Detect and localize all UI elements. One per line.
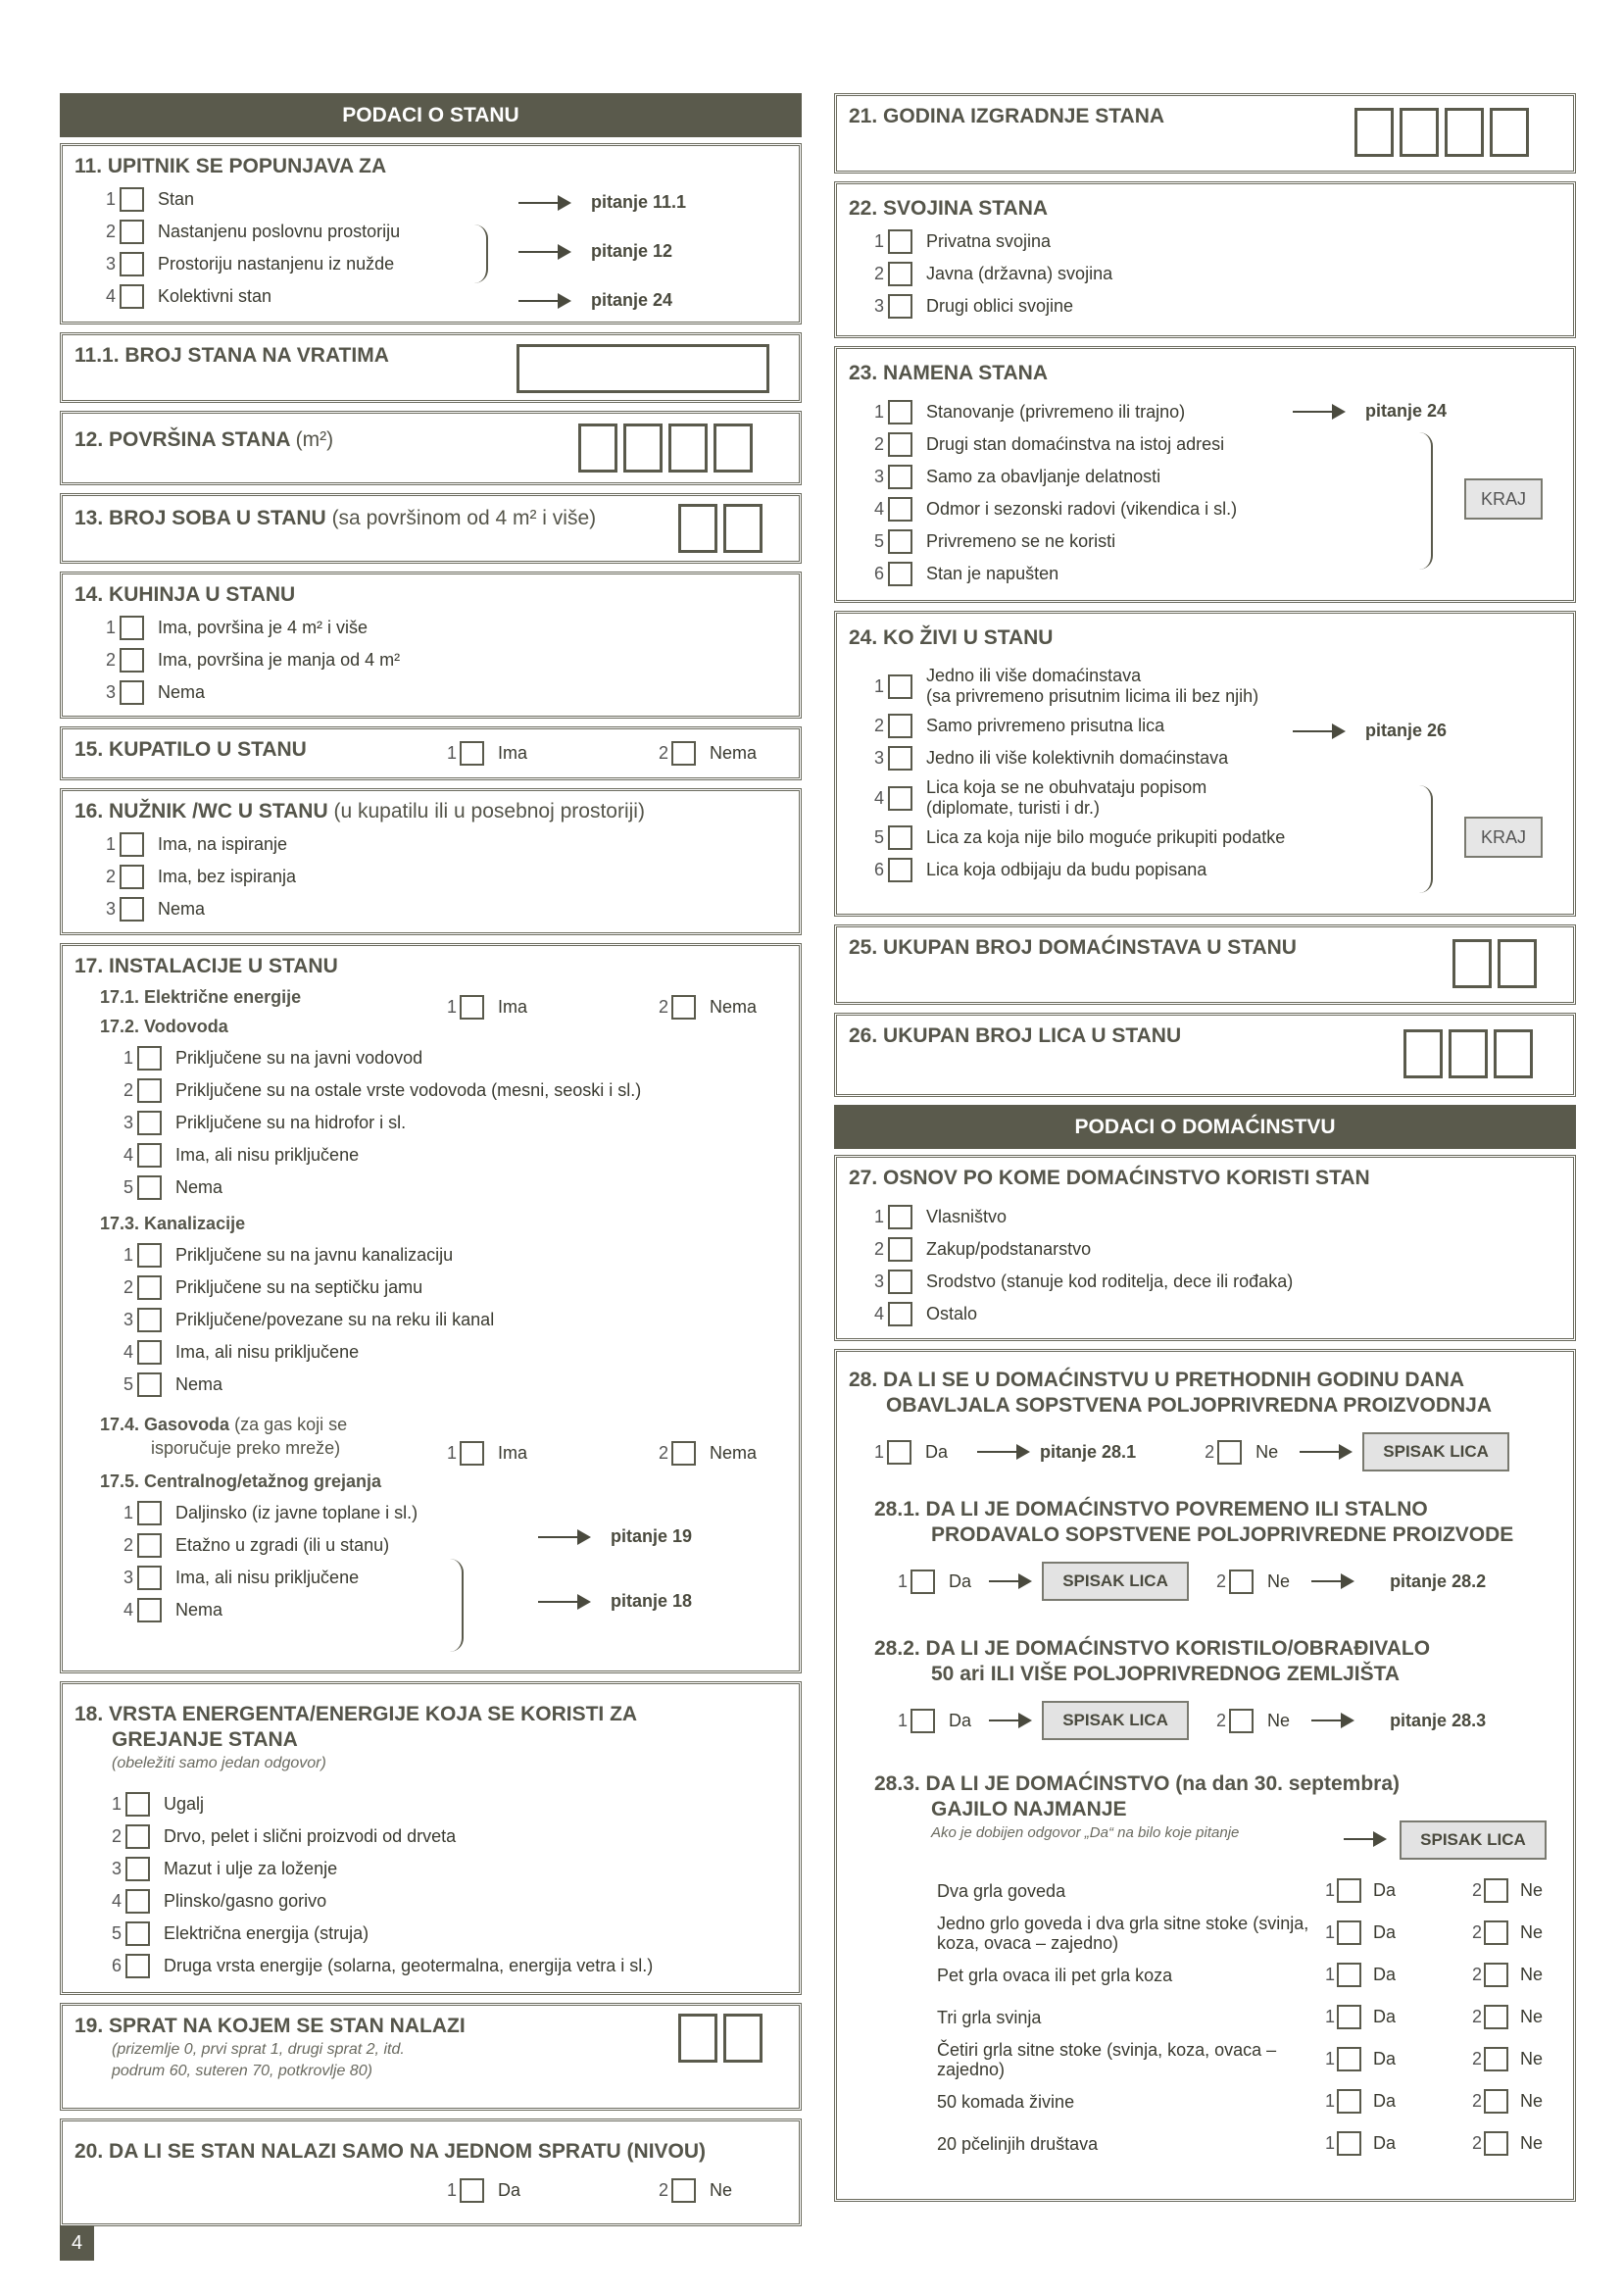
q16-option-3[interactable]: 3 Nema — [94, 893, 787, 925]
checkbox[interactable] — [888, 529, 912, 554]
checkbox[interactable] — [888, 786, 912, 811]
arrow-right-icon — [1293, 411, 1342, 413]
checkbox[interactable] — [460, 1441, 484, 1466]
checkbox[interactable] — [137, 1566, 162, 1590]
checkbox[interactable] — [460, 2178, 484, 2203]
q13-title: 13. BROJ SOBA U STANU — [74, 507, 326, 529]
person-list-button[interactable]: SPISAK LICA — [1042, 1562, 1189, 1601]
digit-box[interactable] — [1498, 939, 1537, 988]
question-26 — [834, 1013, 1576, 1097]
q17-4-title: 17.4. Gasovoda — [100, 1415, 230, 1434]
q18-option-1[interactable]: 1 Ugalj — [100, 1788, 787, 1820]
q28-1-answers: 1 Da SPISAK LICA 2 Ne pitanje 28.2 — [849, 1562, 1561, 1601]
checkbox[interactable] — [888, 1270, 912, 1294]
q21-title: 21. GODINA IZGRADNJE STANA — [849, 105, 1165, 127]
arrow-right-icon — [538, 1536, 587, 1538]
checkbox[interactable] — [120, 832, 144, 857]
q17-4-option-yes[interactable]: 1 Ima — [447, 1441, 527, 1466]
question-15 — [60, 726, 802, 780]
q16-option-1[interactable]: 1 Ima, na ispiranje — [94, 828, 787, 861]
checkbox-no[interactable] — [1484, 1878, 1508, 1903]
checkbox[interactable] — [120, 220, 144, 244]
arrow-right-icon — [518, 251, 567, 253]
digit-box[interactable] — [578, 424, 617, 473]
q14-option-2[interactable]: 2 Ima, površina je manja od 4 m² — [94, 644, 787, 676]
checkbox[interactable] — [137, 1340, 162, 1365]
q17-5-option-3[interactable]: 3 Ima, ali nisu priključene — [112, 1562, 787, 1594]
checkbox-no[interactable] — [1217, 1440, 1242, 1465]
checkbox-yes[interactable] — [887, 1440, 911, 1465]
checkbox[interactable] — [137, 1275, 162, 1300]
checkbox[interactable] — [137, 1501, 162, 1525]
question-23: 23. NAMENA STANA 1 Stanovanje (privremeno ili trajno) 2 Drugi stan domaćinstva na istoj adresi 3 Samo za obavljanje delatnosti 4 Odmor i sezonski radovi (vikendica i sl.) 5 Privremeno se ne koristi 6 Stan je napušten pitanje 24 KRAJ — [834, 346, 1576, 603]
q22-option-2[interactable]: 2 Javna (državna) svojina — [862, 258, 1561, 290]
checkbox[interactable] — [888, 497, 912, 522]
brace-icon — [1419, 432, 1433, 570]
q22-option-1[interactable]: 1 Privatna svojina — [862, 225, 1561, 258]
checkbox[interactable] — [888, 825, 912, 850]
q15-title: 15. KUPATILO U STANU — [74, 738, 307, 761]
q18-option-3[interactable]: 3 Mazut i ulje za loženje — [100, 1853, 787, 1885]
livestock-row: Tri grla svinja 1 Da 2 Ne — [849, 1996, 1561, 2038]
checkbox[interactable] — [125, 1921, 150, 1946]
q20-title: 20. DA LI SE STAN NALAZI SAMO NA JEDNOM SPRATU (NIVOU) — [74, 2140, 707, 2163]
area-digits-input[interactable] — [578, 424, 753, 473]
section-header-stan: PODACI O STANU — [60, 93, 802, 137]
checkbox-no[interactable] — [1484, 2131, 1508, 2156]
checkbox[interactable] — [888, 400, 912, 424]
checkbox[interactable] — [671, 741, 696, 766]
arrow-right-icon — [538, 1601, 587, 1603]
q15-option-no[interactable]: 2 Nema — [659, 741, 757, 766]
q17-2-option-3[interactable]: 3 Priključene su na hidrofor i sl. — [112, 1107, 787, 1139]
q23-option-1[interactable]: 1 Stanovanje (privremeno ili trajno) — [862, 396, 1561, 428]
q24-option-3[interactable]: 3 Jedno ili više kolektivnih domaćinstava — [862, 742, 1561, 774]
checkbox[interactable] — [137, 1078, 162, 1103]
question-22 — [834, 181, 1576, 338]
checkbox[interactable] — [120, 252, 144, 276]
q28-title: 28. DA LI SE U DOMAĆINSTVU U PRETHODNIH GODINU DANA — [849, 1369, 1465, 1391]
arrow-right-icon — [518, 300, 567, 302]
q27-option-4[interactable]: 4 Ostalo — [862, 1298, 1561, 1330]
checkbox[interactable] — [120, 187, 144, 212]
checkbox[interactable] — [888, 432, 912, 457]
checkbox-yes[interactable] — [1337, 2005, 1361, 2029]
q24-option-5[interactable]: 5 Lica za koja nije bilo moguće prikupiti podatke — [862, 822, 1561, 854]
checkbox[interactable] — [120, 284, 144, 309]
arrow-right-icon — [1300, 1451, 1349, 1453]
digit-box[interactable] — [1494, 1029, 1533, 1078]
checkbox-no[interactable] — [1484, 1920, 1508, 1945]
checkbox[interactable] — [888, 294, 912, 319]
checkbox[interactable] — [137, 1111, 162, 1135]
q17-3-option-2[interactable]: 2 Priključene su na septičku jamu — [112, 1271, 787, 1304]
question-18: 18. VRSTA ENERGENTA/ENERGIJE KOJA SE KORISTI ZA GREJANJE STANA (obeležiti samo jedan odgovor) 1 Ugalj 2 Drvo, pelet i slični proizvodi od drveta 3 Mazut i ulje za loženje 4 Plinsko/gasno gorivo 5 Električna energija (struja) 6 Druga vrsta energije (solarna, geotermalna, energija vetra i sl.) — [60, 1681, 802, 1995]
q23-title: 23. NAMENA STANA — [849, 362, 1049, 384]
brace-icon — [1419, 785, 1433, 893]
checkbox[interactable] — [888, 562, 912, 586]
arrow-right-icon — [518, 202, 567, 204]
q23-option-4[interactable]: 4 Odmor i sezonski radovi (vikendica i sl.) — [862, 493, 1561, 525]
q17-title: 17. INSTALACIJE U STANU — [74, 955, 338, 977]
question-11-1 — [60, 332, 802, 403]
checkbox-no[interactable] — [1484, 1963, 1508, 1987]
person-list-button[interactable]: SPISAK LICA — [1042, 1701, 1189, 1740]
q24-option-6[interactable]: 6 Lica koja odbijaju da budu popisana — [862, 854, 1561, 886]
digit-box[interactable] — [1400, 108, 1439, 157]
checkbox[interactable] — [888, 714, 912, 738]
end-button[interactable]: KRAJ — [1464, 817, 1543, 858]
q18-option-5[interactable]: 5 Električna energija (struja) — [100, 1918, 787, 1950]
question-16: 16. NUŽNIK /WC U STANU (u kupatilu ili u posebnoj prostoriji) 1 Ima, na ispiranje 2 Ima, bez ispiranja 3 Nema — [60, 788, 802, 935]
digit-box[interactable] — [723, 2014, 763, 2063]
q17-5-option-4[interactable]: 4 Nema — [112, 1594, 787, 1626]
q27-option-1[interactable]: 1 Vlasništvo — [862, 1201, 1561, 1233]
q14-title: 14. KUHINJA U STANU — [74, 583, 296, 606]
q28-3-title: 28.3. DA LI JE DOMAĆINSTVO (na dan 30. septembra) — [874, 1772, 1401, 1795]
q24-option-4[interactable]: 4 Lica koja se ne obuhvataju popisom (diplomate, turisti i dr.) — [873, 777, 1207, 818]
checkbox[interactable] — [125, 1857, 150, 1881]
question-27 — [834, 1155, 1576, 1341]
brace-icon — [474, 224, 488, 283]
q18-option-6[interactable]: 6 Druga vrsta energije (solarna, geotermalna, energija vetra i sl.) — [100, 1950, 787, 1982]
checkbox-no[interactable] — [1484, 2005, 1508, 2029]
left-column — [60, 93, 802, 2234]
person-list-button[interactable]: SPISAK LICA — [1362, 1432, 1509, 1471]
arrow-right-icon — [1344, 1838, 1383, 1840]
right-column — [834, 93, 1576, 2210]
digit-box[interactable] — [1445, 108, 1484, 157]
q14-option-1[interactable]: 1 Ima, površina je 4 m² i više — [94, 612, 787, 644]
arrow-right-icon — [989, 1720, 1028, 1721]
digit-box[interactable] — [623, 424, 663, 473]
checkbox-no[interactable] — [1484, 2089, 1508, 2114]
q24-title: 24. KO ŽIVI U STANU — [849, 626, 1054, 649]
checkbox-no[interactable] — [1229, 1709, 1254, 1733]
checkbox[interactable] — [125, 1954, 150, 1978]
q17-3-title: 17.3. Kanalizacije — [100, 1214, 246, 1233]
checkbox-yes[interactable] — [1337, 1963, 1361, 1987]
q15-option-yes[interactable]: 1 Ima — [447, 741, 527, 766]
checkbox[interactable] — [137, 1046, 162, 1071]
checkbox[interactable] — [888, 465, 912, 489]
q18-option-4[interactable]: 4 Plinsko/gasno gorivo — [100, 1885, 787, 1918]
q18-option-2[interactable]: 2 Drvo, pelet i slični proizvodi od drveta — [100, 1820, 787, 1853]
q11-option-1[interactable]: 1 Stan — [94, 183, 787, 216]
checkbox[interactable] — [137, 1243, 162, 1268]
checkbox[interactable] — [888, 674, 912, 699]
q18-title: 18. VRSTA ENERGENTA/ENERGIJE KOJA SE KORISTI ZA — [74, 1703, 638, 1725]
checkbox[interactable] — [671, 1441, 696, 1466]
arrow-right-icon — [1311, 1580, 1351, 1582]
q26-title: 26. UKUPAN BROJ LICA U STANU — [849, 1024, 1182, 1047]
q24-option-1[interactable]: 1 Jedno ili više domaćinstava (sa privremeno prisutnim licima ili bez njih) — [873, 666, 1259, 706]
digit-box[interactable] — [1452, 939, 1492, 988]
checkbox[interactable] — [137, 1175, 162, 1200]
q11-title: 11. UPITNIK SE POPUNJAVA ZA — [74, 155, 387, 177]
q28-answers: 1 Da pitanje 28.1 2 Ne SPISAK LICA — [849, 1432, 1561, 1471]
q25-title: 25. UKUPAN BROJ DOMAĆINSTAVA U STANU — [849, 936, 1297, 959]
digit-box[interactable] — [668, 424, 708, 473]
year-digits-input[interactable] — [1354, 108, 1529, 157]
checkbox[interactable] — [120, 616, 144, 640]
checkbox-yes[interactable] — [1337, 1920, 1361, 1945]
q17-3-option-5[interactable]: 5 Nema — [112, 1369, 787, 1401]
checkbox[interactable] — [460, 995, 484, 1020]
checkbox[interactable] — [888, 858, 912, 882]
checkbox-yes[interactable] — [910, 1570, 935, 1594]
person-list-button[interactable]: SPISAK LICA — [1400, 1820, 1547, 1860]
checkbox-yes[interactable] — [910, 1709, 935, 1733]
digit-box[interactable] — [678, 504, 717, 553]
q11-option-3[interactable]: 3 Prostoriju nastanjenu iz nužde — [94, 248, 787, 280]
q11-option-2[interactable]: 2 Nastanjenu poslovnu prostoriju — [94, 216, 787, 248]
checkbox[interactable] — [888, 229, 912, 254]
q17-1-option-no[interactable]: 2 Nema — [659, 995, 757, 1020]
q20-option-no[interactable]: 2 Ne — [659, 2178, 732, 2203]
q12-title: 12. POVRŠINA STANA — [74, 428, 290, 451]
apartment-number-input[interactable] — [517, 344, 769, 393]
q23-option-2[interactable]: 2 Drugi stan domaćinstva na istoj adresi — [862, 428, 1561, 461]
checkbox[interactable] — [137, 1143, 162, 1168]
q17-2-title: 17.2. Vodovoda — [100, 1017, 228, 1036]
households-digits-input[interactable] — [1452, 939, 1537, 988]
checkbox[interactable] — [120, 865, 144, 889]
q17-3-option-3[interactable]: 3 Priključene/povezane su na reku ili kanal — [112, 1304, 787, 1336]
question-12: 12. POVRŠINA STANA (m²) — [60, 411, 802, 485]
checkbox-no[interactable] — [1229, 1570, 1254, 1594]
q23-option-6[interactable]: 6 Stan je napušten — [862, 558, 1561, 590]
q23-option-3[interactable]: 3 Samo za obavljanje delatnosti — [862, 461, 1561, 493]
checkbox-yes[interactable] — [1337, 2131, 1361, 2156]
q28-1-title: 28.1. DA LI JE DOMAĆINSTVO POVREMENO ILI STALNO — [874, 1498, 1428, 1520]
question-14 — [60, 572, 802, 719]
q17-5-option-2[interactable]: 2 Etažno u zgradi (ili u stanu) — [112, 1529, 787, 1562]
page-number: 4 — [60, 2225, 94, 2261]
checkbox[interactable] — [120, 897, 144, 922]
q11-option-4[interactable]: 4 Kolektivni stan — [94, 280, 787, 313]
q17-2-option-2[interactable]: 2 Priključene su na ostale vrste vodovoda (mesni, seoski i sl.) — [112, 1074, 787, 1107]
q17-1-title: 17.1. Električne energije — [100, 987, 302, 1007]
question-13: 13. BROJ SOBA U STANU (sa površinom od 4 m² i više) — [60, 493, 802, 564]
q17-2-option-1[interactable]: 1 Priključene su na javni vodovod — [112, 1042, 787, 1074]
q16-option-2[interactable]: 2 Ima, bez ispiranja — [94, 861, 787, 893]
digit-box[interactable] — [1403, 1029, 1443, 1078]
checkbox-no[interactable] — [1484, 2047, 1508, 2071]
q20-option-yes[interactable]: 1 Da — [447, 2178, 520, 2203]
q27-option-2[interactable]: 2 Zakup/podstanarstvo — [862, 1233, 1561, 1266]
q19-title: 19. SPRAT NA KOJEM SE STAN NALAZI — [74, 2015, 466, 2037]
question-28: 28. DA LI SE U DOMAĆINSTVU U PRETHODNIH GODINU DANA OBAVLJALA SOPSTVENA POLJOPRIVREDNA PROIZVODNJA 1 Da pitanje 28.1 2 Ne SPISAK LICA 28.1. DA LI JE DOMAĆINSTVO POVREMENO ILI STALNO PRODAVALO SOPSTVENE POLJOPRIVREDNE PROIZVODE 1 Da SPISAK LICA 2 Ne pitanje 28.2 28.2. DA LI JE DOMAĆINSTVO KORISTILO/OBRAĐIVALO 50 ari ILI VIŠE POLJOPRIVREDNOG ZEMLJIŠTA 1 Da SPISAK LICA 2 Ne pitanje 28.3 28.3. DA LI JE DOMAĆINSTVO (na dan 30. septembra) GAJILO NAJMANJE Ako je dobijen odgovor „Da“ na bilo koje pitanje SPISAK LICA Dva grla goveda 1 Da 2 Ne Jedno grlo goveda i dva grla sitne stoke (svinja, koza, ovaca – zajedno) 1 Da 2 Ne Pet grla ovaca ili pet grla koza 1 Da 2 Ne Tri grla svinja 1 Da 2 Ne Četiri grla sitne stoke (svinja, koza, ovaca – zajedno) 1 Da 2 Ne 50 komada živine 1 Da 2 Ne 20 pčelinjih društava 1 Da 2 Ne — [834, 1349, 1576, 2202]
q17-3-option-1[interactable]: 1 Priključene su na javnu kanalizaciju — [112, 1239, 787, 1271]
digit-box[interactable] — [1354, 108, 1394, 157]
question-21 — [834, 93, 1576, 174]
livestock-row: Dva grla goveda 1 Da 2 Ne — [849, 1869, 1561, 1912]
checkbox[interactable] — [671, 995, 696, 1020]
brace-icon — [450, 1559, 464, 1652]
livestock-row: 50 komada živine 1 Da 2 Ne — [849, 2080, 1561, 2122]
digit-box[interactable] — [1449, 1029, 1488, 1078]
livestock-row: Jedno grlo goveda i dva grla sitne stoke (svinja, koza, ovaca – zajedno) 1 Da 2 Ne — [937, 1913, 1544, 1953]
digit-box[interactable] — [714, 424, 753, 473]
checkbox[interactable] — [125, 1889, 150, 1914]
question-25 — [834, 924, 1576, 1005]
checkbox[interactable] — [125, 1792, 150, 1817]
q24-option-2[interactable]: 2 Samo privremeno prisutna lica — [862, 710, 1561, 742]
section-header-domacinstvo: PODACI O DOMAĆINSTVU — [834, 1105, 1576, 1149]
q14-option-3[interactable]: 3 Nema — [94, 676, 787, 709]
checkbox[interactable] — [888, 1237, 912, 1262]
q28-2-title: 28.2. DA LI JE DOMAĆINSTVO KORISTILO/OBRAĐIVALO — [874, 1637, 1431, 1660]
checkbox[interactable] — [137, 1372, 162, 1397]
q23-option-5[interactable]: 5 Privremeno se ne koristi — [862, 525, 1561, 558]
digit-box[interactable] — [723, 504, 763, 553]
q17-5-title: 17.5. Centralnog/etažnog grejanja — [100, 1471, 382, 1491]
checkbox[interactable] — [125, 1824, 150, 1849]
q17-3-option-4[interactable]: 4 Ima, ali nisu priključene — [112, 1336, 787, 1369]
q28-2-answers: 1 Da SPISAK LICA 2 Ne pitanje 28.3 — [849, 1701, 1561, 1740]
q17-2-option-5[interactable]: 5 Nema — [112, 1171, 787, 1204]
q17-2-option-4[interactable]: 4 Ima, ali nisu priključene — [112, 1139, 787, 1171]
rooms-digits-input[interactable] — [678, 504, 763, 553]
q27-option-3[interactable]: 3 Srodstvo (stanuje kod roditelja, dece ili rođaka) — [862, 1266, 1561, 1298]
q17-1-option-yes[interactable]: 1 Ima — [447, 995, 527, 1020]
floor-digits-input[interactable] — [678, 2014, 763, 2063]
livestock-row: 20 pčelinjih društava 1 Da 2 Ne — [849, 2122, 1561, 2165]
checkbox[interactable] — [888, 1205, 912, 1229]
arrow-right-icon — [1311, 1720, 1351, 1721]
end-button[interactable]: KRAJ — [1464, 478, 1543, 520]
livestock-row: Pet grla ovaca ili pet grla koza 1 Da 2 Ne — [849, 1954, 1561, 1996]
q22-option-3[interactable]: 3 Drugi oblici svojine — [862, 290, 1561, 323]
livestock-list — [849, 1869, 1561, 2165]
question-24: 24. KO ŽIVI U STANU 1 Jedno ili više domaćinstava (sa privremeno prisutnim licima ili bez njih) 2 Samo privremeno prisutna lica 3 Jedno ili više kolektivnih domaćinstava 4 Lica koja se ne obuhvataju popisom (diplomate, turisti i dr.) 5 Lica za koja nije bilo moguće prikupiti podatke 6 Lica koja odbijaju da budu popisana pitanje 26 KRAJ — [834, 611, 1576, 917]
q22-title: 22. SVOJINA STANA — [849, 197, 1049, 220]
q11-1-title: 11.1. BROJ STANA NA VRATIMA — [74, 344, 389, 367]
digit-box[interactable] — [678, 2014, 717, 2063]
livestock-row: Četiri grla sitne stoke (svinja, koza, ovaca – zajedno) 1 Da 2 Ne — [937, 2039, 1544, 2079]
checkbox-yes[interactable] — [1337, 1878, 1361, 1903]
checkbox-yes[interactable] — [1337, 2047, 1361, 2071]
checkbox[interactable] — [888, 1302, 912, 1326]
question-20 — [60, 2119, 802, 2226]
checkbox[interactable] — [137, 1308, 162, 1332]
arrow-right-icon — [1293, 730, 1342, 732]
question-17: 17. INSTALACIJE U STANU 17.1. Električne energije 1 Ima 2 Nema 17.2. Vodovoda 1 Priključene su na javni vodovod 2 Priključene su na ostale vrste vodovoda (mesni, seoski i sl.) 3 Priključene su na hidrofor i sl. 4 Ima, ali nisu priključene 5 Nema 17.3. Kanalizacije 1 Priključene su na javnu kanalizaciju 2 Priključene su na septičku jamu 3 Priključene/povezane su na reku ili kanal 4 Ima, ali nisu priključene 5 Nema 17.4. Gasovoda (za gas koji se isporučuje preko mreže) 1 Ima 2 Nema 17.5. Centralnog/etažnog grejanja 1 Daljinsko (iz javne toplane i sl.) 2 Etažno u zgradi (ili u stanu) 3 Ima, ali nisu priključene 4 Nema pitanje 19 pitanje 18 — [60, 943, 802, 1673]
q27-title: 27. OSNOV PO KOME DOMAĆINSTVO KORISTI STAN — [849, 1167, 1370, 1189]
checkbox[interactable] — [460, 741, 484, 766]
question-11: 11. UPITNIK SE POPUNJAVA ZA 1 Stan 2 Nastanjenu poslovnu prostoriju 3 Prostoriju nastanjenu iz nužde 4 Kolektivni stan pitanje 11.1 pitanje 12 pitanje 24 — [60, 143, 802, 324]
arrow-right-icon — [977, 1451, 1026, 1453]
checkbox[interactable] — [888, 746, 912, 771]
checkbox[interactable] — [671, 2178, 696, 2203]
q17-5-option-1[interactable]: 1 Daljinsko (iz javne toplane i sl.) — [112, 1497, 787, 1529]
checkbox[interactable] — [120, 680, 144, 705]
q17-4-option-no[interactable]: 2 Nema — [659, 1441, 757, 1466]
checkbox[interactable] — [137, 1533, 162, 1558]
checkbox[interactable] — [120, 648, 144, 673]
checkbox[interactable] — [888, 262, 912, 286]
checkbox-yes[interactable] — [1337, 2089, 1361, 2114]
q16-title: 16. NUŽNIK /WC U STANU — [74, 800, 328, 822]
checkbox[interactable] — [137, 1598, 162, 1622]
digit-box[interactable] — [1490, 108, 1529, 157]
arrow-right-icon — [989, 1580, 1028, 1582]
persons-digits-input[interactable] — [1403, 1029, 1533, 1078]
question-19: 19. SPRAT NA KOJEM SE STAN NALAZI (prizemlje 0, prvi sprat 1, drugi sprat 2, itd. podrum 60, suteren 70, potkrovlje 80) — [60, 2003, 802, 2111]
